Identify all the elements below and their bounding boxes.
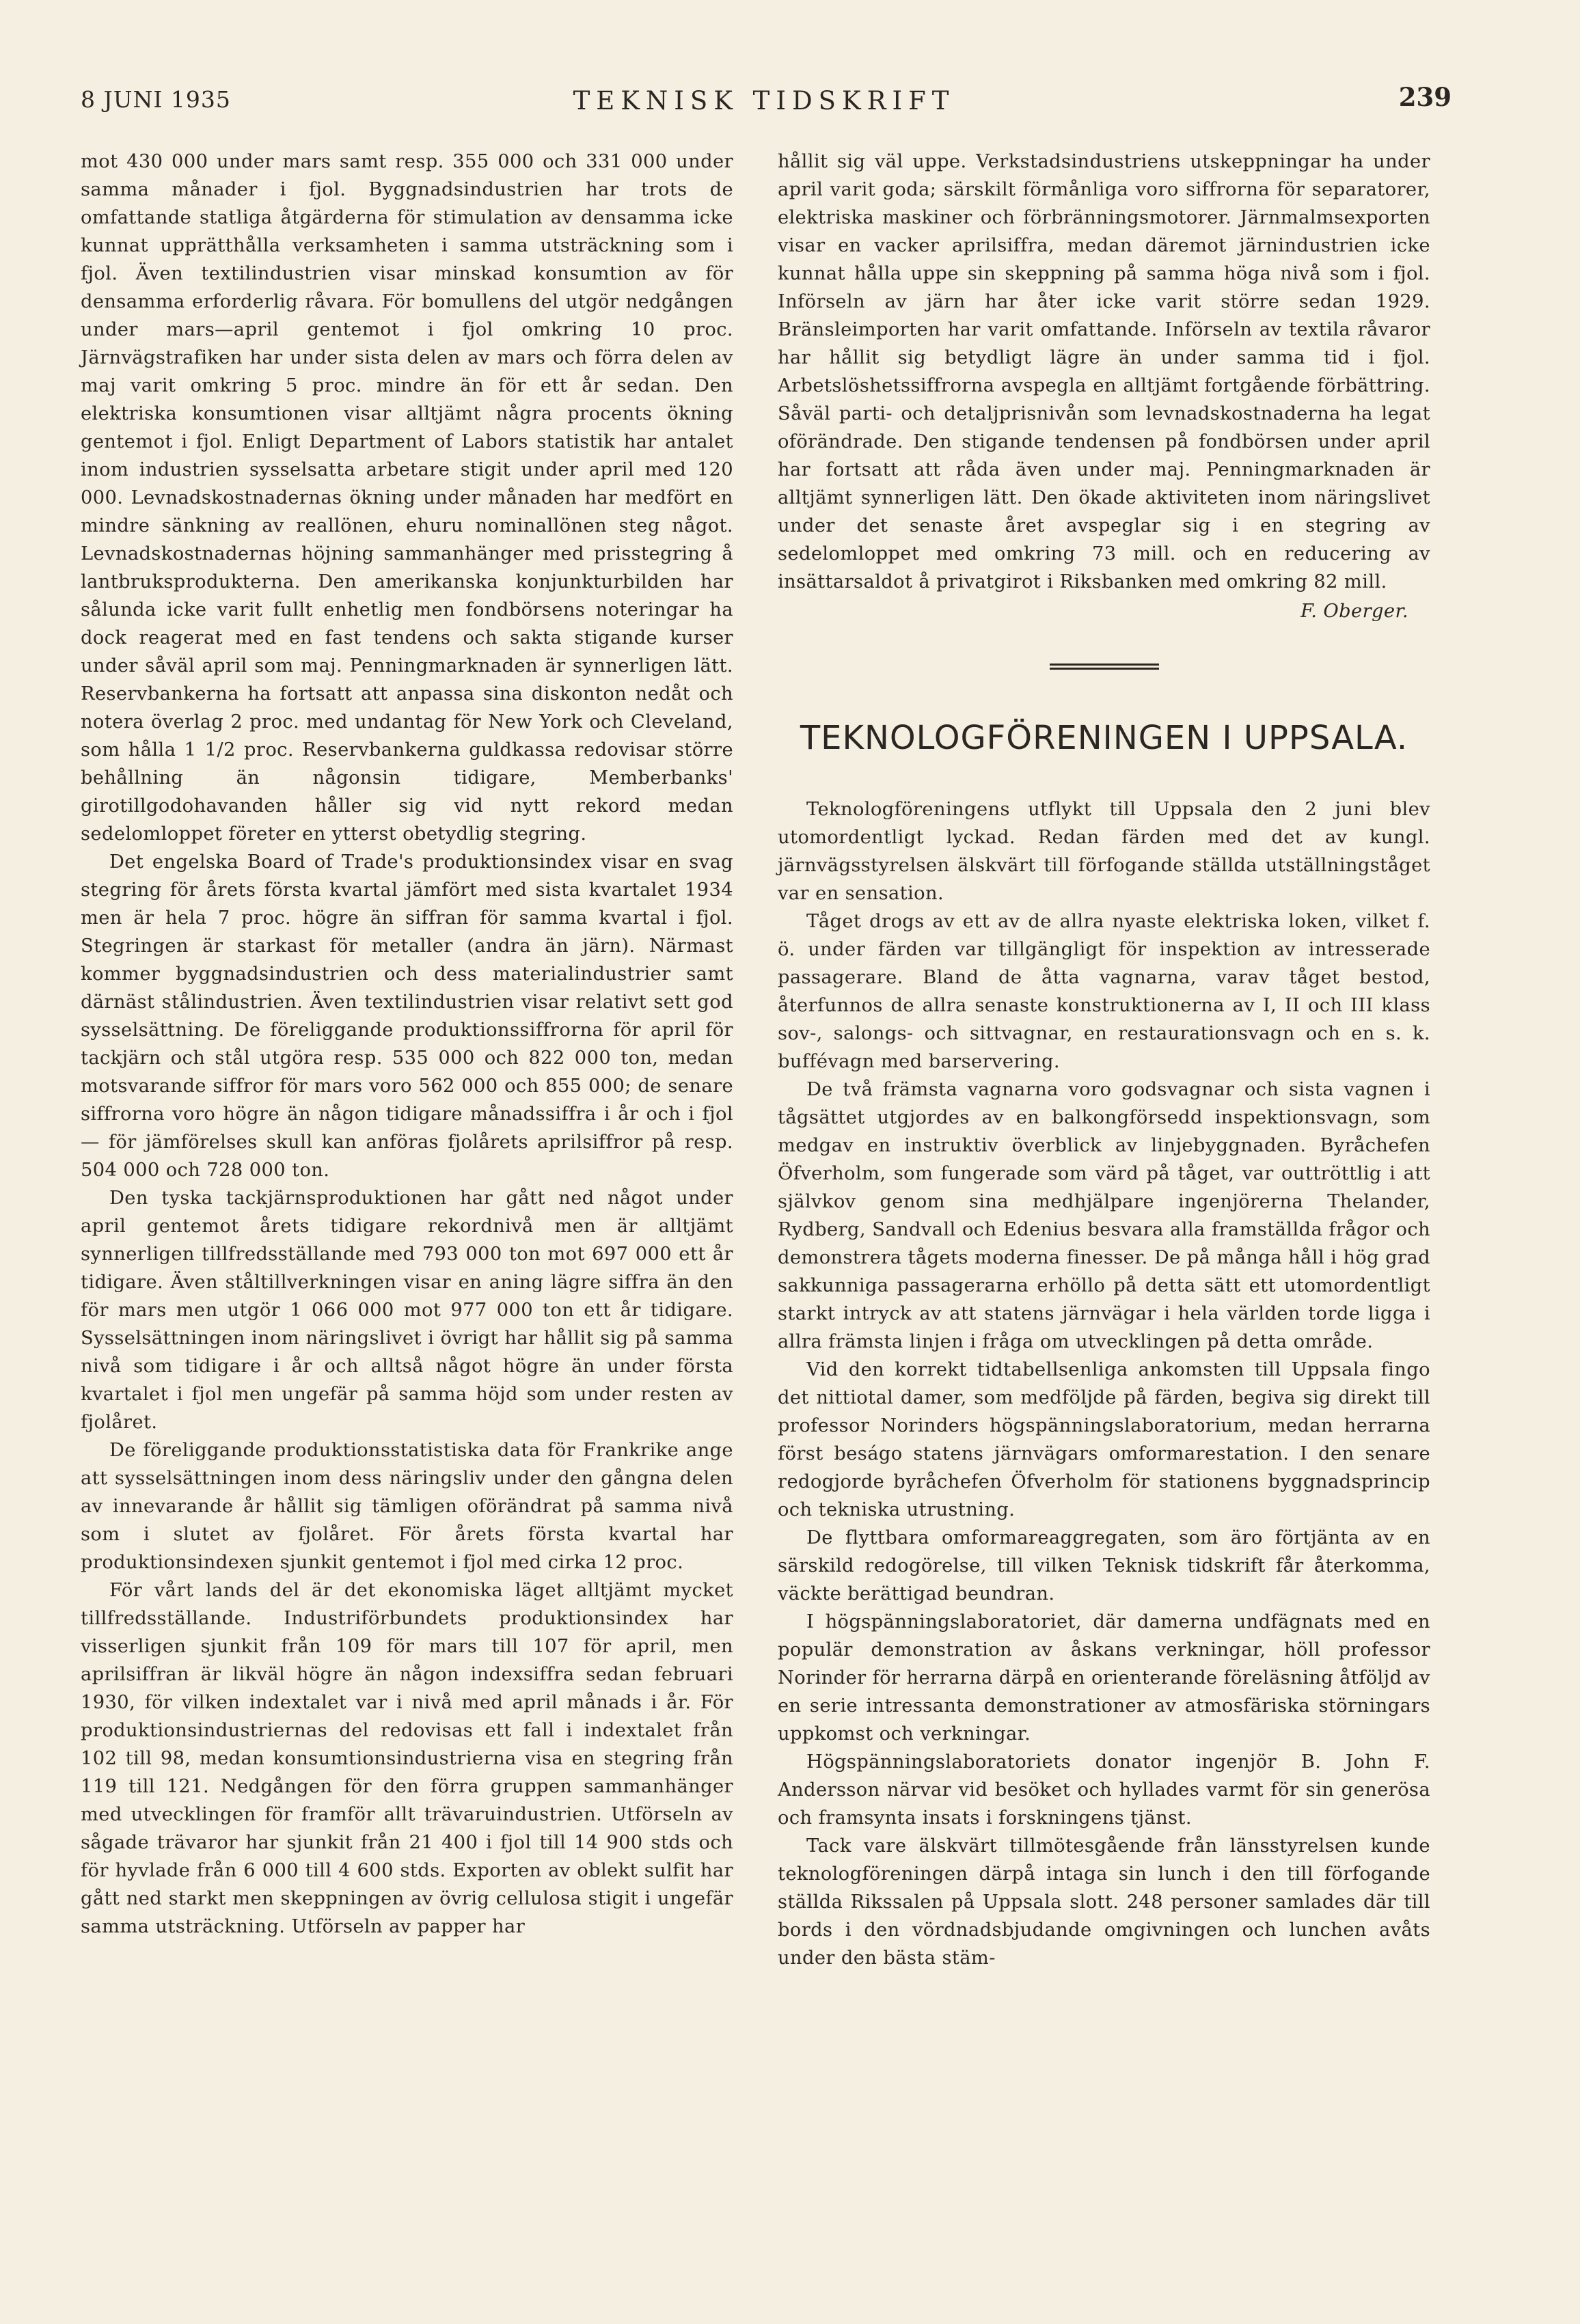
paragraph-usa: mot 430 000 under mars samt resp. 355 000 och 331 000 under samma månader i fjol. Byggnadsindustrien har trots de omfattande statliga åtgärderna för stimulation av densamma icke kunnat upprätthålla verksamheten i samma utsträckning som i fjol. Även textilindustrien visar minskad konsumtion av för densamma erforderlig råvara. För bomullens del utgör nedgången under mars—april gentemot i fjol omkring 10 proc. Järnvägstrafiken har under sista delen av mars och förra delen av maj varit omkring 5 proc. mindre än för ett år sedan. Den elektriska konsumtionen visar alltjämt några procents ökning gentemot i fjol. Enligt Department of Labors statistik har antalet inom industrien sysselsatta arbetare stigit under april med 120 000. Levnadskostnadernas ökning under månaden har medfört en mindre sänkning av reallönen, ehuru nominallönen steg något. Levnadskostnadernas höjning sammanhänger med prisstegring å lantbruksprodukterna. Den amerikanska konjunkturbilden har sålunda icke varit fullt enhetlig men fondbörsens noteringar ha dock reagerat med en fast tendens och sakta stigande kurser under såväl april som maj. Penningmarknaden är synnerligen lätt. Reservbankerna ha fortsatt att anpassa sina diskonton nedåt och notera överlag 2 proc. med undantag för New York och Cleveland, som hålla 1 1/2 proc. Reservbankerna guldkassa redovisar större behållning än någonsin tidigare, Memberbanks' girotillgodohavanden håller sig vid nytt rekord medan sedelomloppet företer en ytterst obetydlig stegring. xyxy=(81,151,733,845)
article-paragraph: Teknologföreningens utflykt till Uppsala den 2 juni blev utomordentligt lyckad. Redan färden med det av kungl. järnvägsstyrelsen älskvärt till förfogande ställda utställningståget var en sensation. xyxy=(778,799,1430,904)
paragraph-continued: hållit sig väl uppe. Verkstadsindustriens utskeppningar ha under april varit goda; särskilt förmånliga voro siffrorna för separatorer, elektriska maskiner och förbränningsmotorer. Järnmalmsexporten visar en vacker aprilsiffra, medan däremot järnindustrien icke kunnat hålla uppe sin skeppning på samma höga nivå som i fjol. Införseln av järn har åter icke varit större sedan 1929. Bränsleimporten har varit omfattande. Införseln av textila råvaror har hållit sig betydligt lägre än under samma tid i fjol. Arbetslöshetssiffrorna avspegla en alltjämt fortgående förbättring. Såväl parti- och detaljprisnivån som levnadskostnaderna ha legat oförändrade. Den stigande tendensen på fondbörsen under april har fortsatt att råda även under maj. Penningmarknaden är alltjämt synnerligen lätt. Den ökade aktiviteten inom näringslivet under det senaste året avspeglar sig i en stegring av sedelomloppet med omkring 73 mill. och en reducering av insättarsaldot å privatgirot i Riksbanken med omkring 82 mill. xyxy=(778,151,1430,592)
article-title: TEKNOLOGFÖRENINGEN I UPPSALA. xyxy=(800,719,1408,757)
paragraph-england: Det engelska Board of Trade's produktionsindex visar en svag stegring för årets första kvartal jämfört med sista kvartalet 1934 men är hela 7 proc. högre än siffran för samma kvartal i fjol. Stegringen är starkast för metaller (andra än järn). Närmast kommer byggnadsindustrien och dess materialindustrier samt därnäst stålindustrien. Även textilindustrien visar relativt sett god sysselsättning. De föreliggande produktionssiffrorna för april för tackjärn och stål utgöra resp. 535 000 och 822 000 ton, medan motsvarande siffror för mars voro 562 000 och 855 000; de senare siffrorna voro högre än någon tidigare månadssiffra i år och i fjol — för jämförelses skull kan anföras fjolårets aprilsiffror på resp. 504 000 och 728 000 ton. xyxy=(81,851,733,1181)
running-header xyxy=(81,82,1452,127)
article-paragraph: De två främsta vagnarna voro godsvagnar och sista vagnen i tågsättet utgjordes av en balkongförsedd inspektionsvagn, som medgav en instruktiv överblick av linjebyggnaden. Byråchefen Öfverholm, som fungerade som värd på tåget, var outtröttlig i att självkov genom sina medhjälpare ingenjörerna Thelander, Rydberg, Sandvall och Edenius besvara alla framställda frågor och demonstrera tågets moderna finesser. De på många håll i hög grad sakkunniga passagerarna erhöllo på detta sätt ett utomordentligt starkt intryck av att statens järnvägar i hela världen torde ligga i allra främsta linjen i fråga om utvecklingen på detta område. xyxy=(778,1079,1430,1352)
section-divider xyxy=(1050,664,1159,670)
article-paragraph: I högspänningslaboratoriet, där damerna undfägnats med en populär demonstration av åskans verkningar, höll professor Norinder för herrarna därpå en orienterande föreläsning åtföljd av en serie intressanta demonstrationer av atmosfäriska störningars uppkomst och verkningar. xyxy=(778,1611,1430,1745)
paragraph-france: De föreliggande produktionsstatistiska data för Frankrike ange att sysselsättningen inom dess näringsliv under den gångna delen av innevarande år hållit sig tämligen oförändrat på samma nivå som i slutet av fjolåret. För årets första kvartal har produktionsindexen sjunkit gentemot i fjol med cirka 12 proc. xyxy=(81,1440,733,1573)
right-column xyxy=(778,148,1430,1972)
paragraph-germany: Den tyska tackjärnsproduktionen har gått ned något under april gentemot årets tidigare rekordnivå men är alltjämt synnerligen tillfredsställande med 793 000 ton mot 697 000 ett år tidigare. Även ståltillverkningen visar en aning lägre siffra än den för mars men utgör 1 066 000 mot 977 000 ton ett år tidigare. Sysselsättningen inom näringslivet i övrigt har hållit sig på samma nivå som tidigare i år och alltså något högre än under första kvartalet i fjol men ungefär på samma höjd som under resten av fjolåret. xyxy=(81,1188,733,1433)
article-paragraph: Tack vare älskvärt tillmötesgående från länsstyrelsen kunde teknologföreningen därpå intaga sin lunch i den till förfogande ställda Rikssalen på Uppsala slott. 248 personer samlades där till bords i den vördnadsbjudande omgivningen och lunchen avåts under den bästa stäm- xyxy=(778,1835,1430,1969)
article-paragraph: Högspänningslaboratoriets donator ingenjör B. John F. Andersson närvar vid besöket och hyllades varmt för sin generösa och framsynta insats i forskningens tjänst. xyxy=(778,1751,1430,1829)
article-paragraph: De flyttbara omformareaggregaten, som äro förtjänta av en särskild redogörelse, till vilken Teknisk tidskrift får återkomma, väckte berättigad beundran. xyxy=(778,1527,1430,1604)
paragraph-sweden: För vårt lands del är det ekonomiska läget alltjämt mycket tillfredsställande. Industriförbundets produktionsindex har visserligen sjunkit från 109 för mars till 107 för april, men aprilsiffran är likväl högre än någon indexsiffra sedan februari 1930, för vilken indextalet var i nivå med april månads i år. För produktionsindustriernas del redovisas ett fall i indextalet från 102 till 98, medan konsumtionsindustrierna visa en stegring från 119 till 121. Nedgången för den förra gruppen sammanhänger med utvecklingen för framför allt trävaruindustrien. Utförseln av sågade trävaror har sjunkit från 21 400 i fjol till 14 900 stds och för hyvlade från 6 000 till 4 600 stds. Exporten av oblekt sulfit har gått ned starkt men skeppningen av övrig cellulosa stigit i ungefär samma utsträckning. Utförseln av papper har xyxy=(81,1580,733,1937)
journal-title: TEKNISK TIDSKRIFT xyxy=(573,86,955,115)
left-column xyxy=(81,148,733,1941)
article-paragraph: Tåget drogs av ett av de allra nyaste elektriska loken, vilket f. ö. under färden var tillgängligt för inspektion av intresserade passagerare. Bland de åtta vagnarna, varav tåget bestod, återfunnos de allra senaste konstruktionerna av I, II och III klass sov-, salongs- och sittvagnar, en restaurationsvagn och en s. k. buffévagn med barservering. xyxy=(778,911,1430,1072)
page-number: 239 xyxy=(1398,82,1452,112)
article-paragraph: Vid den korrekt tidtabellsenliga ankomsten till Uppsala fingo det nittiotal damer, som medföljde på färden, begiva sig direkt till professor Norinders högspänningslaboratorium, medan herrarna först beságo statens järnvägars omformarestation. I den senare redogjorde byråchefen Öfverholm för stationens byggnadsprincip och tekniska utrustning. xyxy=(778,1359,1430,1520)
issue-date: 8 JUNI 1935 xyxy=(81,86,231,113)
author-signature: F. Oberger. xyxy=(1300,601,1408,622)
